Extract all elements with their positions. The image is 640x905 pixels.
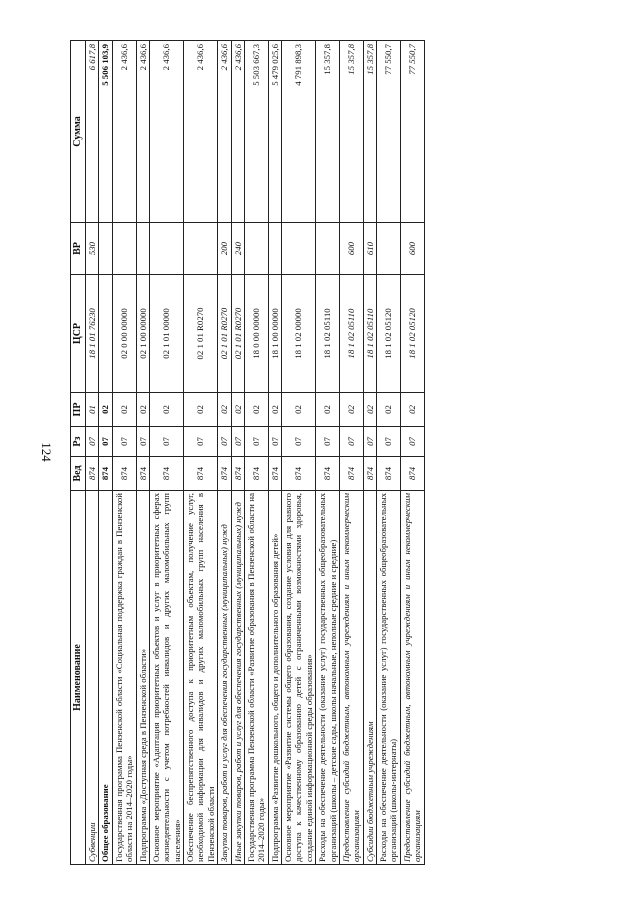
cell-name: Иные закупки товаров, работ и услуг для обеспечения государственных (муниципальных) нужд — [231, 491, 244, 865]
cell-sum: 2 436,6 — [231, 41, 244, 223]
cell-vr — [184, 223, 218, 275]
table-row — [377, 41, 401, 865]
cell-vr: 200 — [218, 223, 231, 275]
cell-ved: 874 — [231, 457, 244, 491]
column-header-pr: ПР — [71, 393, 86, 427]
cell-csr: 18 1 02 05110 — [339, 275, 363, 393]
cell-ved: 874 — [149, 457, 183, 491]
table-header-row — [71, 41, 86, 865]
cell-rz: 07 — [184, 427, 218, 457]
cell-pr: 02 — [99, 393, 112, 427]
table-row — [363, 41, 376, 865]
cell-rz: 07 — [99, 427, 112, 457]
cell-vr: 240 — [231, 223, 244, 275]
cell-pr: 02 — [400, 393, 424, 427]
cell-rz: 07 — [231, 427, 244, 457]
cell-csr: 02 0 00 00000 — [112, 275, 136, 393]
cell-sum: 2 436,6 — [112, 41, 136, 223]
cell-csr: 02 1 01 R0270 — [184, 275, 218, 393]
table-body — [86, 41, 425, 865]
cell-csr: 02 1 01 00000 — [149, 275, 183, 393]
cell-pr: 02 — [231, 393, 244, 427]
cell-sum: 2 436,6 — [136, 41, 149, 223]
cell-ved: 874 — [316, 457, 340, 491]
cell-pr: 02 — [112, 393, 136, 427]
cell-name: Подпрограмма «Доступная среда в Пензенской области» — [136, 491, 149, 865]
cell-pr: 02 — [282, 393, 316, 427]
cell-name: Расходы на обеспечение деятельности (оказание услуг) государственных общеобразовательных организаций (школы-интернаты) — [377, 491, 401, 865]
cell-name: Государственная программа Пензенской области «Развитие образования в Пензенской области на 2014–2020 годы» — [244, 491, 268, 865]
table-row — [136, 41, 149, 865]
cell-vr — [268, 223, 281, 275]
cell-rz: 07 — [268, 427, 281, 457]
cell-ved: 874 — [363, 457, 376, 491]
cell-sum: 2 436,6 — [218, 41, 231, 223]
cell-sum: 77 550,7 — [377, 41, 401, 223]
cell-pr: 02 — [377, 393, 401, 427]
cell-pr: 02 — [184, 393, 218, 427]
cell-ved: 874 — [377, 457, 401, 491]
cell-sum: 2 436,6 — [184, 41, 218, 223]
cell-pr: 02 — [339, 393, 363, 427]
cell-rz: 07 — [363, 427, 376, 457]
cell-pr: 02 — [136, 393, 149, 427]
cell-ved: 874 — [112, 457, 136, 491]
cell-csr: 18 1 02 05110 — [363, 275, 376, 393]
cell-pr: 01 — [86, 393, 99, 427]
cell-sum: 15 357,8 — [363, 41, 376, 223]
cell-name: Субвенции — [86, 491, 99, 865]
cell-csr: 18 1 02 05110 — [316, 275, 340, 393]
cell-csr: 18 1 01 76230 — [86, 275, 99, 393]
column-header-ved: Вед — [71, 457, 86, 491]
table-row — [112, 41, 136, 865]
cell-rz: 07 — [218, 427, 231, 457]
cell-csr: 18 1 02 05120 — [377, 275, 401, 393]
cell-name: Обеспечение беспрепятственного доступа к приоритетным объектам, получение услуг, необходимой информации для инвалидов и других маломобильных групп населения в Пензенской области — [184, 491, 218, 865]
cell-vr — [244, 223, 268, 275]
cell-rz: 07 — [244, 427, 268, 457]
cell-vr — [112, 223, 136, 275]
cell-sum: 5 479 025,6 — [268, 41, 281, 223]
table-row — [99, 41, 112, 865]
cell-pr: 02 — [316, 393, 340, 427]
cell-rz: 07 — [400, 427, 424, 457]
cell-rz: 07 — [339, 427, 363, 457]
cell-ved: 874 — [282, 457, 316, 491]
cell-vr: 610 — [363, 223, 376, 275]
cell-sum: 5 503 667,3 — [244, 41, 268, 223]
cell-ved: 874 — [99, 457, 112, 491]
table-row — [184, 41, 218, 865]
cell-sum: 4 791 898,3 — [282, 41, 316, 223]
cell-csr: 18 1 02 05120 — [400, 275, 424, 393]
cell-name: Государственная программа Пензенской области «Социальная поддержка граждан в Пензенской области на 2014–2020 годы» — [112, 491, 136, 865]
cell-name: Закупка товаров, работ и услуг для обеспечения государственных (муниципальных) нужд — [218, 491, 231, 865]
table-row — [316, 41, 340, 865]
column-header-sum: Сумма — [71, 41, 86, 223]
cell-name: Субсидии бюджетным учреждениям — [363, 491, 376, 865]
cell-vr — [149, 223, 183, 275]
cell-sum: 77 550,7 — [400, 41, 424, 223]
cell-csr: 02 1 01 R0270 — [218, 275, 231, 393]
budget-table — [70, 40, 425, 865]
cell-sum: 6 617,8 — [86, 41, 99, 223]
cell-vr — [99, 223, 112, 275]
cell-name: Основное мероприятие «Адаптация приоритетных объектов и услуг в приоритетных сферах жизнедеятельности с учетом потребностей инвалидов и других маломобильных групп населения» — [149, 491, 183, 865]
cell-ved: 874 — [268, 457, 281, 491]
cell-name: Расходы на обеспечение деятельности (оказание услуг) государственных общеобразовательных организаций (школы – детские сады, школы начальные, неполные средние и средние) — [316, 491, 340, 865]
cell-pr: 02 — [363, 393, 376, 427]
cell-pr: 02 — [244, 393, 268, 427]
cell-sum: 15 357,8 — [316, 41, 340, 223]
column-header-rz: Рз — [71, 427, 86, 457]
cell-ved: 874 — [218, 457, 231, 491]
column-header-csr: ЦСР — [71, 275, 86, 393]
column-header-name: Наименование — [71, 491, 86, 865]
cell-rz: 07 — [112, 427, 136, 457]
cell-rz: 07 — [282, 427, 316, 457]
cell-sum: 15 357,8 — [339, 41, 363, 223]
cell-vr — [282, 223, 316, 275]
cell-ved: 874 — [339, 457, 363, 491]
page-number: 124 — [39, 442, 54, 462]
cell-rz: 07 — [136, 427, 149, 457]
cell-csr: 02 1 00 00000 — [136, 275, 149, 393]
cell-sum: 5 506 103,9 — [99, 41, 112, 223]
cell-name: Общее образование — [99, 491, 112, 865]
table-row — [400, 41, 424, 865]
cell-sum: 2 436,6 — [149, 41, 183, 223]
cell-rz: 07 — [316, 427, 340, 457]
cell-vr: 600 — [400, 223, 424, 275]
rotated-page-content — [70, 41, 618, 865]
cell-pr: 02 — [149, 393, 183, 427]
cell-vr — [377, 223, 401, 275]
cell-csr — [99, 275, 112, 393]
table-row — [218, 41, 231, 865]
column-header-vr: ВР — [71, 223, 86, 275]
cell-vr: 530 — [86, 223, 99, 275]
cell-vr — [136, 223, 149, 275]
cell-csr: 18 0 00 00000 — [244, 275, 268, 393]
cell-name: Предоставление субсидий бюджетным, автономным учреждениям и иным некоммерческим организациям — [339, 491, 363, 865]
table-row — [149, 41, 183, 865]
cell-rz: 07 — [377, 427, 401, 457]
cell-ved: 874 — [184, 457, 218, 491]
cell-csr: 02 1 01 R0270 — [231, 275, 244, 393]
cell-name: Предоставление субсидий бюджетным, автономным учреждениям и иным некоммерческим организациям — [400, 491, 424, 865]
table-row — [282, 41, 316, 865]
cell-name: Подпрограмма «Развитие дошкольного, общего и дополнительного образования детей» — [268, 491, 281, 865]
cell-csr: 18 1 00 00000 — [268, 275, 281, 393]
table-row — [339, 41, 363, 865]
cell-csr: 18 1 02 00000 — [282, 275, 316, 393]
cell-pr: 02 — [218, 393, 231, 427]
table-row — [231, 41, 244, 865]
cell-vr — [316, 223, 340, 275]
cell-rz: 07 — [86, 427, 99, 457]
cell-ved: 874 — [244, 457, 268, 491]
cell-ved: 874 — [400, 457, 424, 491]
table-row — [86, 41, 99, 865]
table-row — [244, 41, 268, 865]
cell-rz: 07 — [149, 427, 183, 457]
cell-ved: 874 — [86, 457, 99, 491]
table-row — [268, 41, 281, 865]
cell-pr: 02 — [268, 393, 281, 427]
cell-ved: 874 — [136, 457, 149, 491]
cell-name: Основное мероприятие «Развитие системы общего образования, создание условия для равного доступа к качественному образованию детей с ограниченными возможностями здоровья, создание единой информационной среды образования» — [282, 491, 316, 865]
cell-vr: 600 — [339, 223, 363, 275]
